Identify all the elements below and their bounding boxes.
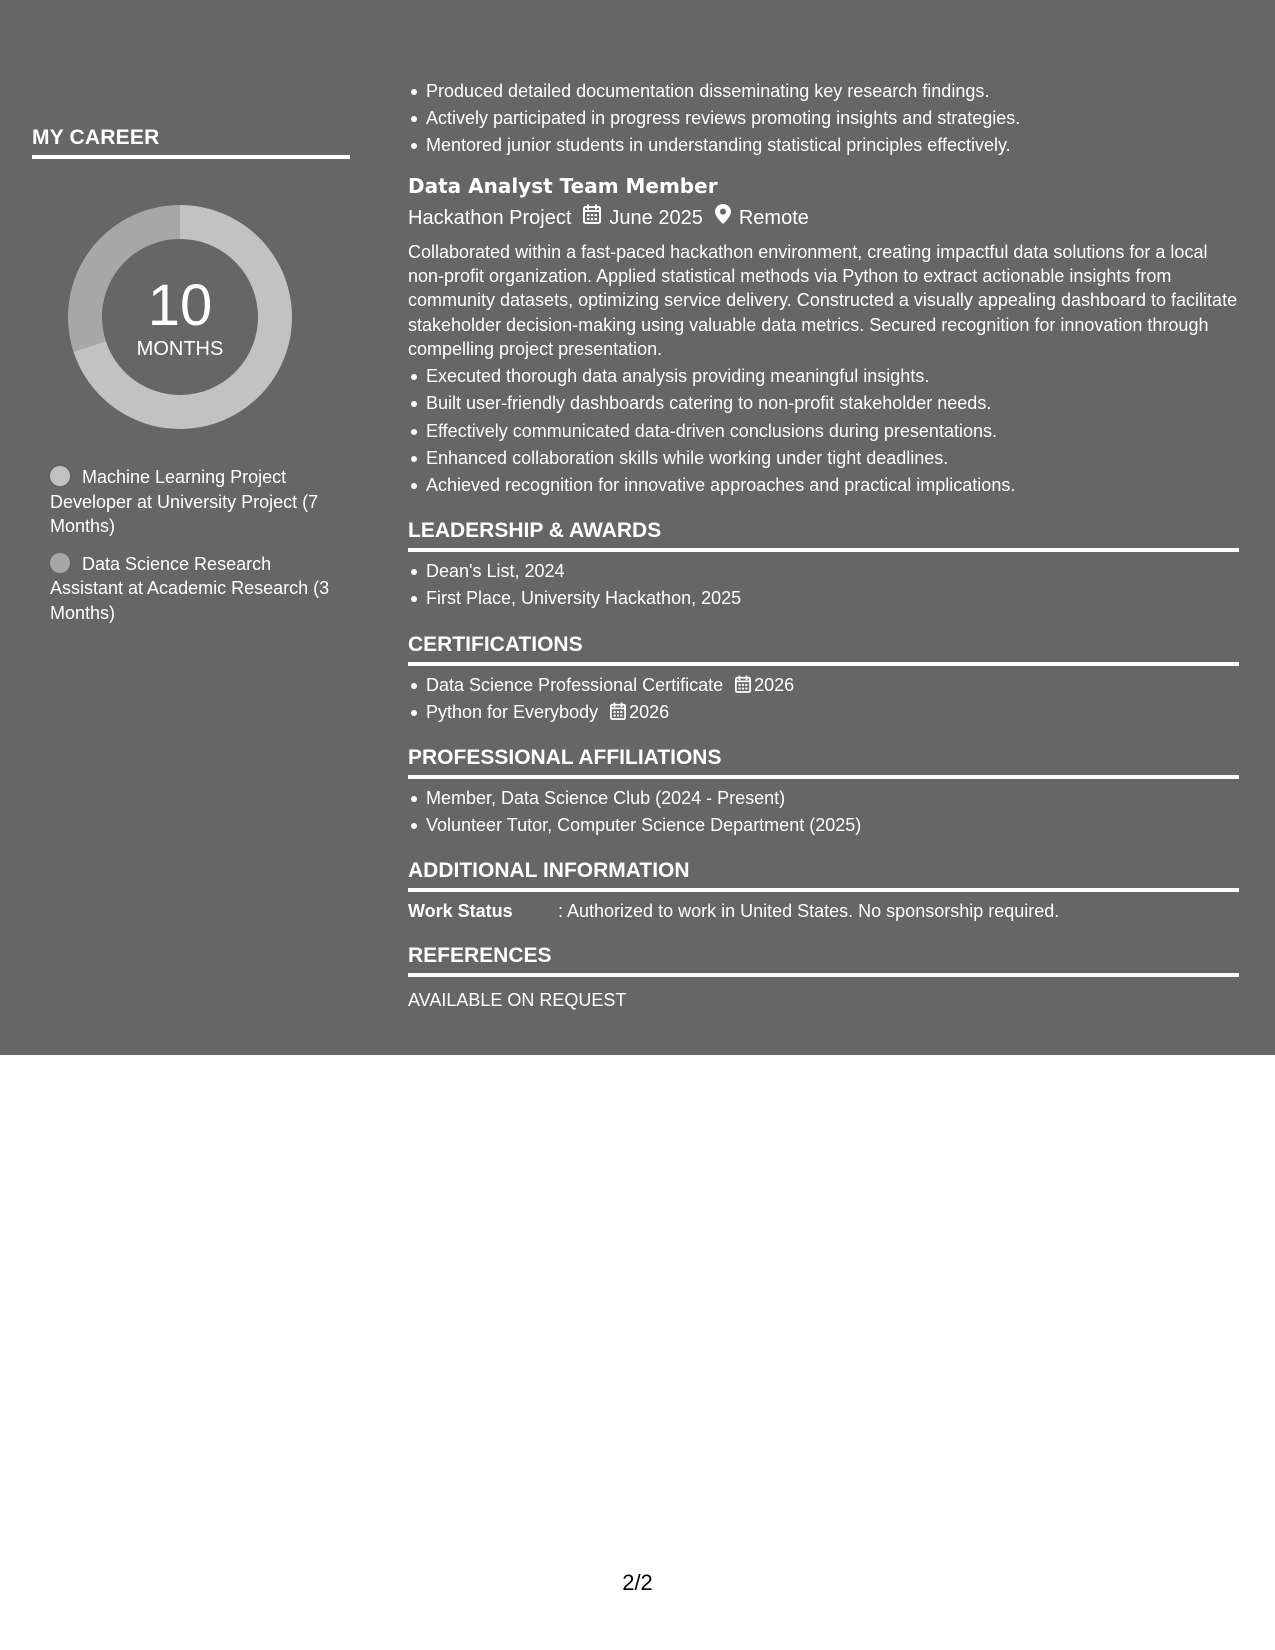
section-title: ADDITIONAL INFORMATION <box>408 857 1239 892</box>
list-item: Enhanced collaboration skills while working under tight deadlines. <box>426 445 1239 472</box>
work-status-value: : Authorized to work in United States. No sponsorship required. <box>558 901 1060 922</box>
list-item: Executed thorough data analysis providing meaningful insights. <box>426 363 1239 390</box>
certification-name: Python for Everybody <box>426 701 599 722</box>
donut-total-unit: MONTHS <box>136 338 224 360</box>
job-description: Collaborated within a fast-paced hackathon environment, creating impactful data solutions for a local non-profit organization. Applied statistical methods via Python to extract actionable insights from community datasets, optimizing service delivery. Constructed a visually appealing dashboard to facilitate stakeholder decision-making using valuable data metrics. Secured recognition for innovation through compelling project presentation. <box>408 241 1238 359</box>
work-status-key: Work Status <box>408 901 513 922</box>
affiliations-list <box>408 785 1239 839</box>
certification-year: 2026 <box>629 701 670 722</box>
references-text: AVAILABLE ON REQUEST <box>408 990 627 1011</box>
map-pin-icon <box>715 204 731 232</box>
donut-total-number: 10 <box>147 273 213 338</box>
certification-year: 2026 <box>754 674 795 695</box>
job-bullets <box>408 363 1239 499</box>
certifications-section <box>408 631 1239 726</box>
page-number: 2/2 <box>622 1570 653 1595</box>
certification-date <box>610 702 669 722</box>
list-item: Actively participated in progress reviews promoting insights and strategies. <box>426 105 1239 132</box>
legend-dot-icon <box>50 466 70 486</box>
affiliations-section <box>408 744 1239 839</box>
list-item: Achieved recognition for innovative approaches and practical implications. <box>426 472 1239 499</box>
list-item: Volunteer Tutor, Computer Science Department (2025) <box>426 812 1239 839</box>
previous-job-bullets <box>408 78 1239 160</box>
career-donut-chart <box>66 203 294 431</box>
list-item <box>426 699 1239 726</box>
job-title: Data Analyst Team Member <box>408 173 718 198</box>
list-item: Mentored junior students in understanding statistical principles effectively. <box>426 132 1239 159</box>
certification-name: Data Science Professional Certificate <box>426 674 724 695</box>
section-title: LEADERSHIP & AWARDS <box>408 517 1239 552</box>
career-legend-label: Machine Learning Project Developer at University Project (7 Months) <box>50 467 319 536</box>
certification-date <box>735 675 794 695</box>
job-meta <box>408 204 1239 232</box>
job-date: June 2025 <box>609 206 703 229</box>
list-item: Produced detailed documentation disseminating key research findings. <box>426 78 1239 105</box>
certifications-list <box>408 672 1239 726</box>
right-column <box>408 78 1239 1013</box>
references-section <box>408 942 1239 1013</box>
calendar-icon <box>735 675 751 693</box>
section-title: CERTIFICATIONS <box>408 631 1239 666</box>
list-item: Member, Data Science Club (2024 - Present) <box>426 785 1239 812</box>
section-title: PROFESSIONAL AFFILIATIONS <box>408 744 1239 779</box>
list-item <box>426 672 1239 699</box>
career-legend-item <box>50 552 335 626</box>
work-status-row <box>408 898 1239 924</box>
leadership-list <box>408 558 1239 612</box>
section-title: REFERENCES <box>408 942 1239 977</box>
list-item: Effectively communicated data-driven conclusions during presentations. <box>426 418 1239 445</box>
career-legend <box>50 465 350 625</box>
calendar-icon <box>610 702 626 720</box>
left-column <box>32 126 350 638</box>
calendar-icon <box>583 204 601 232</box>
job-company: Hackathon Project <box>408 206 572 229</box>
career-title: MY CAREER <box>32 126 350 159</box>
list-item: Built user-friendly dashboards catering to non-profit stakeholder needs. <box>426 390 1239 417</box>
list-item: Dean's List, 2024 <box>426 558 1239 585</box>
leadership-section <box>408 517 1239 612</box>
legend-dot-icon <box>50 553 70 573</box>
job-location: Remote <box>738 206 809 229</box>
career-legend-item <box>50 465 335 539</box>
donut-center <box>66 203 294 431</box>
list-item: First Place, University Hackathon, 2025 <box>426 585 1239 612</box>
career-legend-label: Data Science Research Assistant at Academic Research (3 Months) <box>50 553 330 623</box>
additional-info-section <box>408 857 1239 924</box>
